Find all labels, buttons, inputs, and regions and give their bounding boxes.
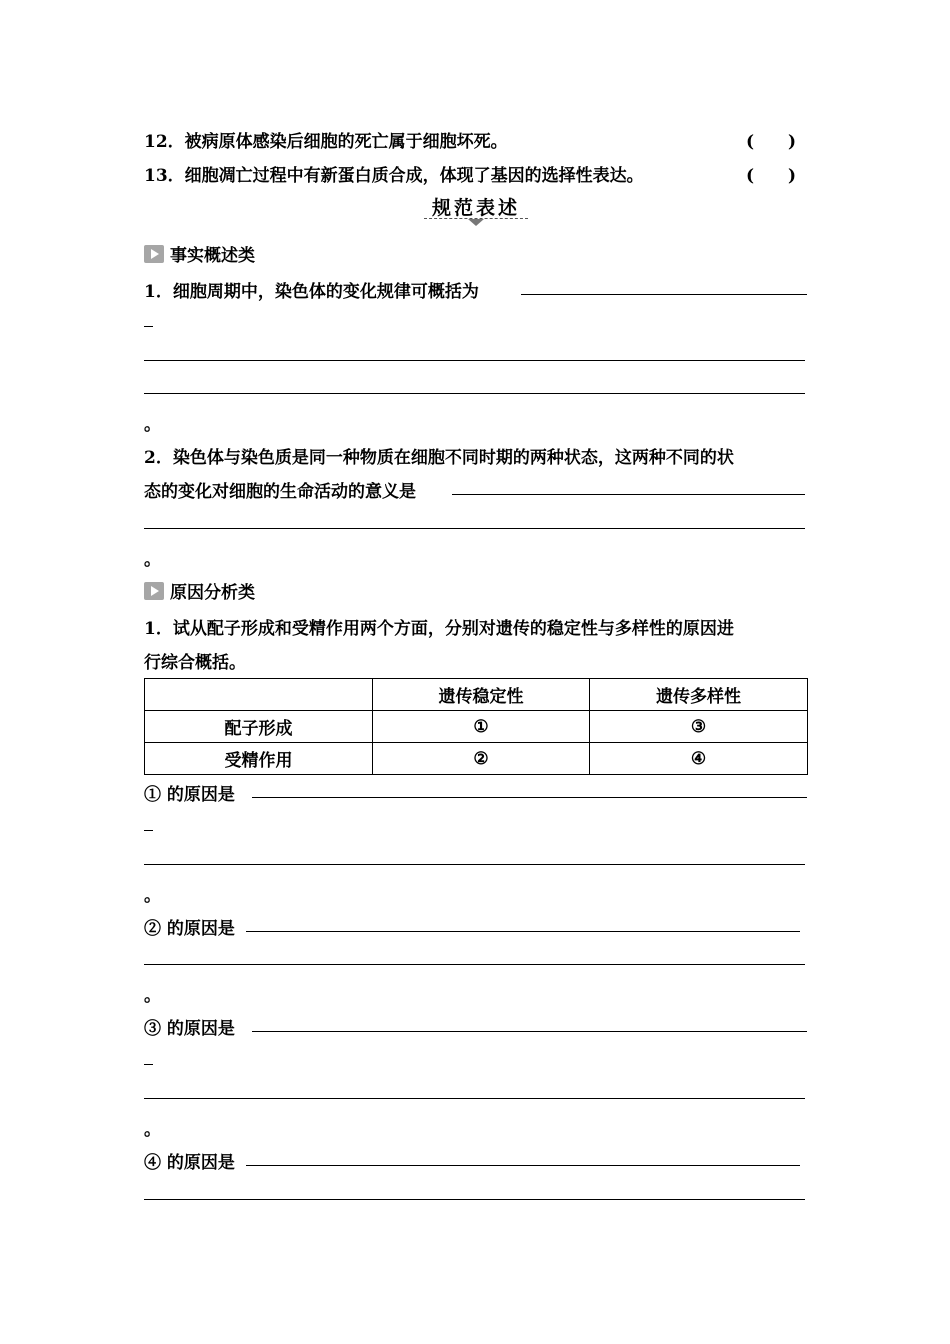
- section-banner: 规范表述: [431, 197, 520, 219]
- play-icon: [144, 582, 164, 600]
- table-cell: ①: [373, 711, 590, 743]
- answer-line[interactable]: [452, 494, 805, 495]
- table-header-cell: 遗传稳定性: [373, 679, 590, 711]
- play-icon: [144, 245, 164, 263]
- genetics-table: [144, 678, 808, 775]
- answer-line[interactable]: [144, 528, 805, 529]
- answer-line[interactable]: [144, 1098, 805, 1099]
- answer-line-dash: [144, 830, 153, 831]
- reason-4-label: ④ 的原因是: [144, 1153, 235, 1173]
- table-header-row: [145, 679, 808, 711]
- table-row-label: 受精作用: [145, 743, 373, 775]
- answer-line[interactable]: [144, 1199, 805, 1200]
- answer-line[interactable]: [246, 931, 800, 932]
- reason-1-label: ① 的原因是: [144, 785, 235, 805]
- answer-line[interactable]: [144, 360, 805, 361]
- table-header-cell: 遗传多样性: [590, 679, 808, 711]
- answer-line-dash: [144, 326, 153, 327]
- reason-3-label: ③ 的原因是: [144, 1019, 235, 1039]
- period-mark: 。: [144, 886, 161, 906]
- answer-line[interactable]: [144, 864, 805, 865]
- answer-line[interactable]: [246, 1165, 800, 1166]
- table-cell: ③: [590, 711, 808, 743]
- answer-line[interactable]: [252, 797, 807, 798]
- table-cell: ④: [590, 743, 808, 775]
- fact-question-2-line1: 2．染色体与染色质是同一种物质在细胞不同时期的两种状态，这两种不同的状: [144, 448, 734, 468]
- section-fact-summary: [144, 241, 255, 266]
- table-header-cell: [145, 679, 373, 711]
- period-mark: 。: [144, 986, 161, 1006]
- answer-line[interactable]: [144, 393, 805, 394]
- table-row-label: 配子形成: [145, 711, 373, 743]
- fact-question-2-line2: 态的变化对细胞的生命活动的意义是: [144, 482, 416, 502]
- section-cause-analysis: [144, 578, 255, 603]
- answer-line[interactable]: [252, 1031, 807, 1032]
- table-row: [145, 711, 808, 743]
- section-title: 原因分析类: [170, 583, 255, 603]
- answer-paren-12[interactable]: ( ): [746, 132, 797, 152]
- cause-question-1-line1: 1．试从配子形成和受精作用两个方面，分别对遗传的稳定性与多样性的原因进: [144, 619, 734, 639]
- answer-paren-13[interactable]: ( ): [746, 166, 797, 186]
- cause-question-1-line2: 行综合概括。: [144, 653, 246, 673]
- reason-2-label: ② 的原因是: [144, 919, 235, 939]
- period-mark: 。: [144, 550, 161, 570]
- answer-line-dash: [144, 1064, 153, 1065]
- table-row: [145, 743, 808, 775]
- question-12: 12．被病原体感染后细胞的死亡属于细胞坏死。: [144, 132, 508, 152]
- question-13: 13．细胞凋亡过程中有新蛋白质合成，体现了基因的选择性表达。: [144, 166, 644, 186]
- period-mark: 。: [144, 1120, 161, 1140]
- answer-line[interactable]: [521, 294, 807, 295]
- answer-line[interactable]: [144, 964, 805, 965]
- section-title: 事实概述类: [170, 246, 255, 266]
- table-cell: ②: [373, 743, 590, 775]
- fact-question-1: 1．细胞周期中，染色体的变化规律可概括为: [144, 282, 479, 302]
- period-mark: 。: [144, 415, 161, 435]
- banner-arrow-icon: [468, 219, 484, 226]
